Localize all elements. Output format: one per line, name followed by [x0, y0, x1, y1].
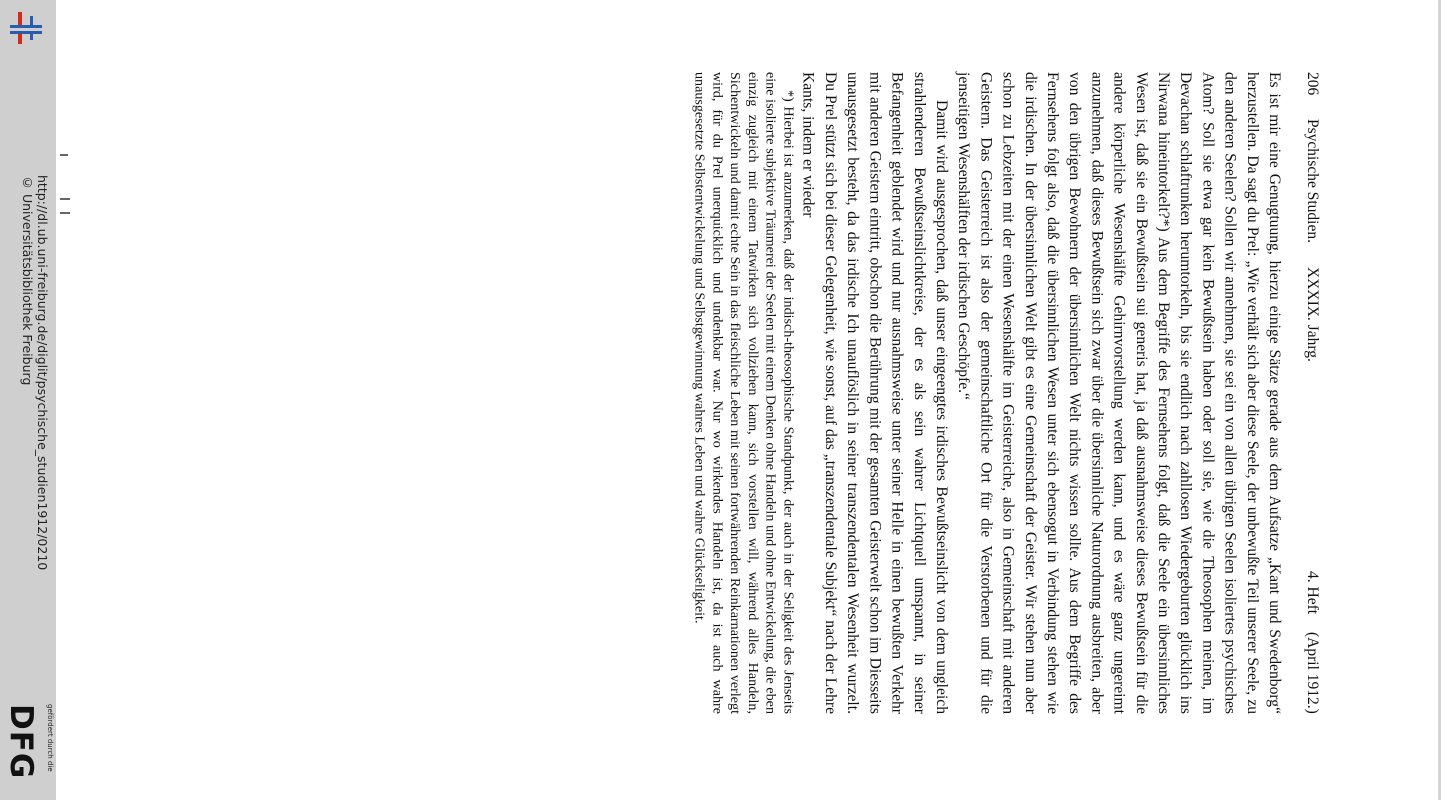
funder-caption: gefördert durch die — [46, 704, 54, 772]
scan-crop-marks — [58, 150, 72, 220]
footnote-text: *) Hierbei ist anzumerken, daß der indisch-theosophische Standpunkt, der auch in der Seligkeit des Jenseits eine isolierte subjektive Träumerei der Seelen mit einem Denken ohne Handeln und ohne Entwickelung, die eben einzig zugleich mit einem Tatwirken sich vollziehen kann, sich vorstellen will, während alles Handeln, Sichentwickeln und damit echte Sein in das fleischliche Leben mit seinen fortwährenden Reinkarnationen verlegt wird, für du Prel unerquicklich und undenkbar war. Nur wo wirkendes Handeln ist, da ist auch wahre unausgesetzte Selbstentwickelung und Selbstgewinnung wahres Leben und wahre Glückseligkeit. — [691, 72, 797, 714]
ub-freiburg-logo-icon — [4, 6, 48, 50]
page-number: 206 — [1304, 72, 1321, 96]
issue-date: (April 1912.) — [1304, 632, 1321, 714]
source-url — [6, 175, 50, 615]
journal-title: Psychische Studien. — [1304, 119, 1321, 244]
dfg-logo-text: DFG — [3, 704, 39, 780]
dfg-funder-logo — [2, 704, 54, 796]
copyright-text: © Universitätsbibliothek Freiburg — [20, 175, 35, 386]
url-text: http://dl.ub.uni-freiburg.de/diglit/psychische_studien1912/0210 — [35, 175, 50, 571]
running-header — [1299, 72, 1325, 714]
paragraph: Es ist mir eine Genugtuung, hierzu einige Sätze gerade aus dem Aufsatze „Kant und Swedenborg“ herzustellen. Da sagt du Prel: „Wie verhält sich aber diese Seele, der unbewußte Teil unserer Seele, zu den anderen Seelen? Sollen wir annehmen, sie sei ein von allen übrigen Seelen isoliertes psychisches Atom? Soll sie etwa gar kein Bewußtsein haben oder soll sie, wie die Theosophen meinen, im Devachan schlaftrunken herumtorkeln, bis sie endlich nach zahllosen Wiedergeburten glücklich ins Nirwana hineintorkelt?*) Aus dem Begriffe des Fernsehens folgt, daß die Seele ein übersinnliches Wesen ist, daß sie ein Bewußtsein sui generis hat, ja daß ausnahmsweise dieses Bewußtsein für die andere körperliche Wesenshälfte Gehirnvorstellung werden kann, und es wäre ganz ungereimt anzunehmen, daß dieses Bewußtsein sich zwar über die übersinnliche Naturordnung ausbreiten, aber von den übrigen Bewohnern der übersinnlichen Welt nichts wissen sollte. Aus dem Begriffe des Fernsehens folgt also, daß die übersinnlichen Wesen unter sich ebensogut in Verbindung stehen wie die irdischen. In der übersinnlichen Welt gibt es eine Gemeinschaft der Geister. Wir stehen nun aber schon zu Lebzeiten mit der einen Wesenshälfte im Geisterreiche, also in Gemeinschaft mit anderen Geistern. Das Geisterreich ist also der gemeinschaftliche Ort für die Verstorbenen und für die jenseitigen Wesenshälften der irdischen Geschöpfe.“ — [955, 72, 1283, 714]
paragraph: Damit wird ausgesprochen, daß unser eingeengtes irdisches Bewußtseinslicht von dem ungleich strahlenderen Bewußtseinslichtkreise, der es als sein wahrer Lichtquell umspannt, in seiner Befangenheit geblendet wird und nur ausnahmsweise unter seiner Helle in einen bewußten Verkehr mit anderen Geistern eintritt, obschon die Berührung mit der gesamten Geisterwelt schon im Diesseits unausgesetzt besteht, da das irdische Ich unauflöslich in seiner transzendentalen Wesenheit wurzelt. Du Prel stützt sich bei dieser Gelegenheit, wie sonst, auf das „transzendentale Subjekt“ nach der Lehre Kants, indem er wieder — [799, 72, 950, 714]
viewer-sidebar — [0, 0, 56, 800]
scanned-page — [200, 72, 1325, 714]
volume-label: XXXIX. Jahrg. — [1304, 267, 1321, 363]
footnote — [690, 72, 797, 714]
issue-label: 4. Heft — [1304, 571, 1321, 615]
body-text — [797, 72, 1285, 714]
